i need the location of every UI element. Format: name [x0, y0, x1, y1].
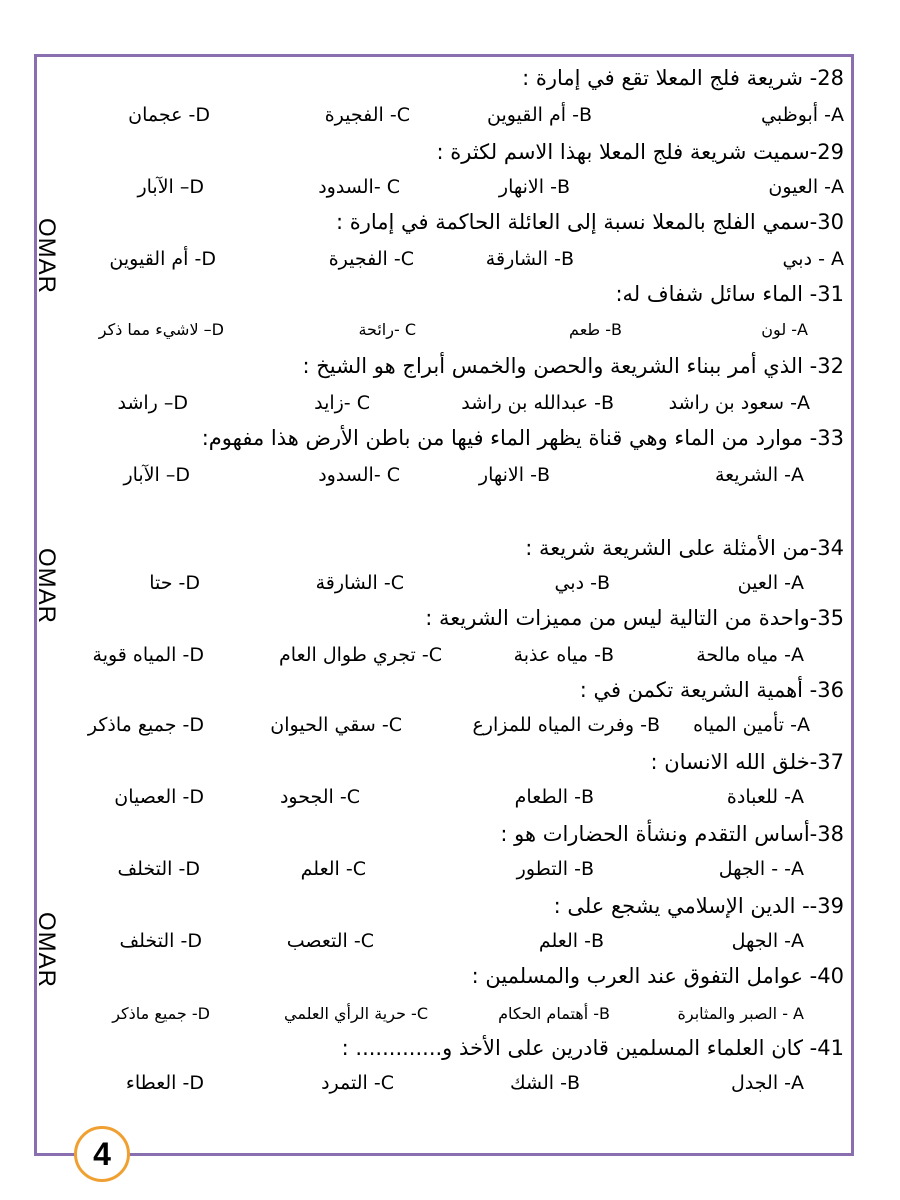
option-a: A- العين [737, 572, 804, 594]
question-text: 32- الذي أمر ببناء الشريعة والحصن والخمس أبراج هو الشيخ : [302, 354, 844, 378]
option-b: B- الانهار [478, 464, 550, 486]
option-d: D- التخلف [117, 858, 200, 880]
side-label: OMAR [33, 218, 60, 294]
option-a: A- الجهل [731, 930, 804, 952]
question-text: 28- شريعة فلج المعلا تقع في إمارة : [522, 66, 844, 90]
option-c: C -رائحة [358, 320, 416, 339]
option-c: C -السدود [318, 464, 400, 486]
question-text: 35-واحدة من التالية ليس من مميزات الشريعة : [425, 606, 844, 630]
option-d: D- جميع ماذكر [112, 1004, 210, 1023]
option-d: D- التخلف [119, 930, 202, 952]
option-a: A- - الجهل [718, 858, 804, 880]
option-c: C- تجري طوال العام [279, 644, 442, 666]
question-text: 41- كان العلماء المسلمين قادرين على الأخذ و............. : [341, 1036, 844, 1060]
option-a: A- تأمين المياه [693, 714, 810, 736]
option-d: D– الآبار [137, 176, 204, 198]
option-c: C- الفجيرة [324, 104, 410, 126]
question-text: 31- الماء سائل شفاف له: [615, 282, 844, 306]
option-b: B- التطور [516, 858, 594, 880]
option-d: D- عجمان [128, 104, 210, 126]
page-number: 4 [74, 1126, 130, 1182]
option-c: C- الجحود [279, 786, 360, 808]
option-b: B- مياه عذبة [513, 644, 614, 666]
option-c: C- التعصب [286, 930, 374, 952]
option-c: C- حرية الرأي العلمي [284, 1004, 428, 1023]
question-text: 37-خلق الله الانسان : [650, 750, 844, 774]
option-d: D- العطاء [125, 1072, 204, 1094]
option-d: D- العصيان [114, 786, 204, 808]
option-a: A - الصبر والمثابرة [677, 1004, 804, 1023]
option-d: D- المياه قوية [92, 644, 204, 666]
option-d: D- أم القيوين [109, 248, 216, 270]
option-b: B- طعم [569, 320, 622, 339]
option-a: A- للعبادة [726, 786, 804, 808]
side-label: OMAR [33, 912, 60, 988]
option-c: C -السدود [318, 176, 400, 198]
option-d: D- حتا [149, 572, 200, 594]
option-c: C- الفجيرة [328, 248, 414, 270]
option-b: B- الشارقة [485, 248, 574, 270]
option-a: A- مياه مالحة [696, 644, 804, 666]
question-text: 40- عوامل التفوق عند العرب والمسلمين : [471, 964, 844, 988]
option-c: C- التمرد [321, 1072, 394, 1094]
option-a: A- الشريعة [714, 464, 804, 486]
option-a: A- سعود بن راشد [668, 392, 810, 414]
option-a: A - دبي [782, 248, 844, 270]
question-text: 36- أهمية الشريعة تكمن في : [579, 678, 844, 702]
option-a: A- العيون [768, 176, 844, 198]
option-b: B- دبي [554, 572, 610, 594]
option-d: D– لاشيء مما ذكر [98, 320, 224, 339]
option-c: C- سقي الحيوان [270, 714, 402, 736]
question-text: 39-- الدين الإسلامي يشجع على : [553, 894, 844, 918]
question-text: 34-من الأمثلة على الشريعة شريعة : [525, 536, 844, 560]
question-text: 33- موارد من الماء وهي قناة يظهر الماء فيها من باطن الأرض هذا مفهوم: [201, 426, 844, 450]
option-c: C -زايد [314, 392, 370, 414]
option-b: B- وفرت المياه للمزارع [472, 714, 660, 736]
option-b: B- الطعام [514, 786, 594, 808]
option-d: D– الآبار [123, 464, 190, 486]
option-d: D– راشد [117, 392, 188, 414]
option-a: A- الجدل [730, 1072, 804, 1094]
option-a: A- أبوظبي [761, 104, 844, 126]
option-b: B- أم القيوين [486, 104, 592, 126]
option-d: D- جميع ماذكر [87, 714, 204, 736]
option-b: B- العلم [538, 930, 604, 952]
option-b: B- عبدالله بن راشد [461, 392, 614, 414]
option-c: C- العلم [300, 858, 366, 880]
option-c: C- الشارقة [315, 572, 404, 594]
option-b: B- الانهار [498, 176, 570, 198]
option-b: B- الشك [510, 1072, 580, 1094]
side-label: OMAR [33, 548, 60, 624]
question-text: 38-أساس التقدم ونشأة الحضارات هو : [500, 822, 844, 846]
option-b: B- أهتمام الحكام [498, 1004, 610, 1023]
question-text: 29-سميت شريعة فلج المعلا بهذا الاسم لكثرة : [436, 140, 844, 164]
question-text: 30-سمي الفلج بالمعلا نسبة إلى العائلة الحاكمة في إمارة : [336, 210, 844, 234]
option-a: A- لون [761, 320, 808, 339]
